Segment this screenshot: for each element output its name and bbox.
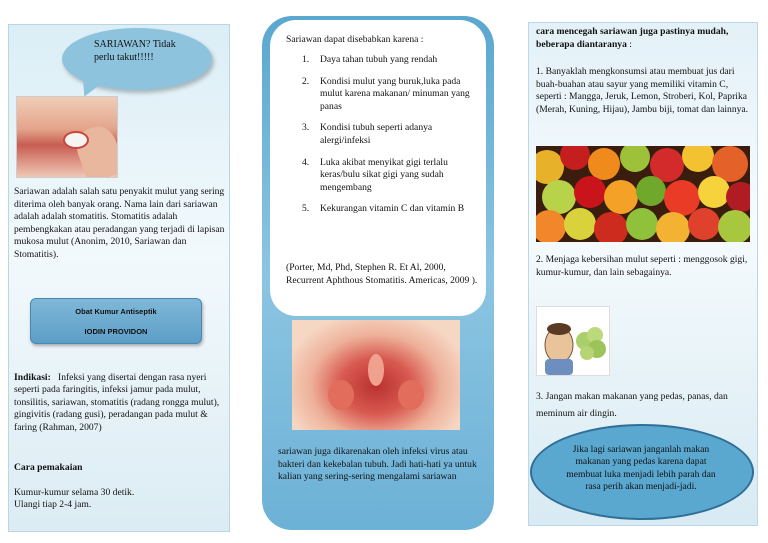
list-item-text: Kekurangan vitamin C dan vitamin B xyxy=(320,203,465,215)
uvula-shape xyxy=(368,354,384,386)
indication-paragraph xyxy=(14,372,226,434)
prevention-point-2: 2. Menjaga kebersihan mulut seperti : menggosok gigi, kumur-kumur, dan lain sebagainya. xyxy=(536,254,748,278)
usage-instructions xyxy=(14,487,214,511)
list-item xyxy=(280,157,476,195)
list-item xyxy=(280,54,476,67)
list-item-text: Kondisi mulut yang buruk,luka pada mulut karena makanan/ minuman yang panas xyxy=(320,75,470,112)
closing-text: Jika lagi sariawan janganlah makan makanan yang pedas karena dapat membuat luka menjadi lebih parah dan rasa perih akan menjadi-jadi. xyxy=(566,444,716,493)
prevention-heading-colon: : xyxy=(626,38,632,50)
throat-photo xyxy=(292,320,460,430)
fruit-shape xyxy=(626,208,658,240)
lip-sore-shape xyxy=(63,131,89,149)
fruit-shape xyxy=(588,148,620,180)
list-item xyxy=(280,203,476,216)
fruit-shape xyxy=(564,208,596,240)
prevention-heading-bold: cara mencegah sariawan juga pastinya mudah, beberapa diantaranya xyxy=(536,26,729,50)
causes-reference: (Porter, Md, Phd, Stephen R. Et Al, 2000, Recurrent Aphthous Stomatitis. Americas, 2009 ). xyxy=(286,262,478,286)
fruit-shape xyxy=(718,210,750,242)
fruit-shape xyxy=(604,180,638,214)
list-item-text: Daya tahan tubuh yang rendah xyxy=(320,54,438,65)
right-tonsil-shape xyxy=(398,380,424,410)
usage-line-1: Kumur-kumur selama 30 detik. xyxy=(14,487,135,498)
list-item-number: 2. xyxy=(302,75,310,87)
fruit-shape xyxy=(574,176,606,208)
prevention-heading xyxy=(536,26,756,51)
list-item-number: 4. xyxy=(302,156,310,168)
intro-paragraph: Sariawan adalah salah satu penyakit mulut yang sering diterima oleh banyak orang. Nama lain dari sariawan adalah adalah stomatitis. Stomatitis adalah pembengkakan atau peradangan yang terjadi di lapisan mukosa mulut (Anonim, 2010, Sariawan dan Stomatitis). xyxy=(14,186,225,260)
fruit-shape xyxy=(656,212,690,242)
mouthwash-button-line2: IODIN PROVIDON xyxy=(84,327,148,336)
fruit-shape xyxy=(698,176,730,208)
prevention-point-1: 1. Banyaklah mengkonsumsi atau membuat jus dari buah-buahan atau sayur yang memiliki vitamin C, seperti : Mangga, Jeruk, Lemon, Stroberi, Kol, Paprika (Merah, Kuning, Hijau), Jambu biji, tomat dan lainnya. xyxy=(536,66,749,115)
list-item-number: 5. xyxy=(302,203,310,215)
list-item-number: 1. xyxy=(302,54,310,65)
fruit-shape xyxy=(682,146,714,172)
bad-breath-icon xyxy=(537,307,609,375)
usage-heading: Cara pemakaian xyxy=(14,462,83,473)
fruit-shape xyxy=(542,180,576,214)
fruit-shape xyxy=(726,182,750,212)
list-item-text: Kondisi tubuh seperti adanya alergi/infeksi xyxy=(320,122,433,146)
prevention-point-3: 3. Jangan makan makanan yang pedas, panas, dan meminum air dingin. xyxy=(536,391,728,419)
fruit-shape xyxy=(594,212,628,242)
list-item-text: Luka akibat menyikat gigi terlalu keras/bulu sikat gigi yang sudah mengembang xyxy=(320,156,448,193)
left-tonsil-shape xyxy=(328,380,354,410)
list-item xyxy=(280,76,476,114)
fruit-shape xyxy=(688,208,720,240)
mouthwash-button-line1: Obat Kumur Antiseptik xyxy=(75,307,157,316)
mouth-ulcer-photo xyxy=(16,96,118,178)
indication-label: Indikasi: xyxy=(14,372,51,383)
fruit-shape xyxy=(536,210,566,242)
causes-list xyxy=(280,54,476,225)
fruit-photo xyxy=(536,146,750,242)
list-item xyxy=(280,122,476,147)
mouthwash-button[interactable] xyxy=(30,298,202,344)
usage-line-2: Ulangi tiap 2-4 jam. xyxy=(14,499,92,511)
causes-heading: Sariawan dapat disebabkan karena : xyxy=(286,34,424,45)
fruit-shape xyxy=(636,176,666,206)
speech-bubble-text: SARIAWAN? Tidak perlu takut!!!!! xyxy=(94,39,176,63)
list-item-number: 3. xyxy=(302,122,310,134)
fruit-shape xyxy=(620,146,650,172)
infection-paragraph: sariawan juga dikarenakan oleh infeksi virus atau bakteri dan kekebalan tubuh. Jadi hati-hati ya untuk kalian yang sering-sering mengalami sariawan xyxy=(278,446,477,483)
indication-text: Infeksi yang disertai dengan rasa nyeri seperti pada faringitis, infeksi jamur pada mulut, tonsilitis, sariawan, stomatitis (radang rongga mulut), gingivitis (radang gusi), peradangan pada mulut & faring (Rahman, 2007) xyxy=(14,372,220,433)
bad-breath-illustration xyxy=(536,306,610,376)
fruit-shape xyxy=(560,146,590,170)
